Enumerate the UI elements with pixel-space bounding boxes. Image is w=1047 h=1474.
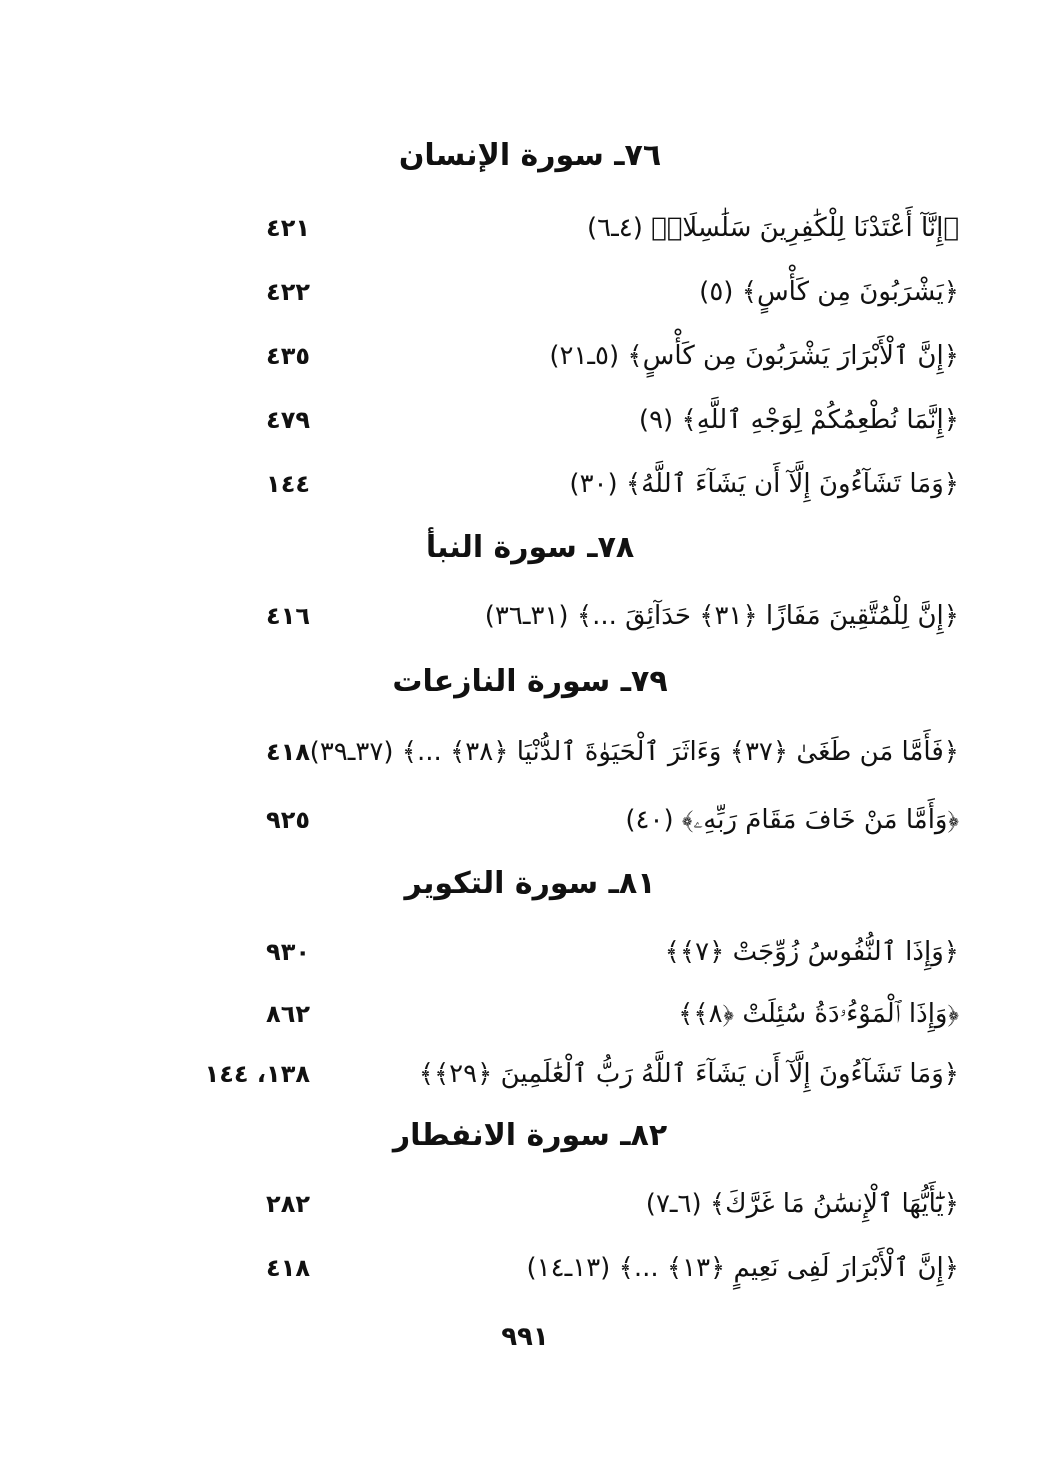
page-number: ٩٩١ [501, 1322, 549, 1352]
page-reference: ٤٢٢ [266, 278, 310, 306]
index-entry [0, 336, 1047, 376]
verse-text: ﴿إِنَّمَا نُطْعِمُكُمْ لِوَجْهِ ٱللَّهِ﴾ (٩) [638, 405, 959, 435]
page-reference: ٤١٨ [266, 1254, 310, 1282]
index-entry [0, 1054, 1047, 1094]
index-entry [0, 1184, 1047, 1224]
index-entry [0, 464, 1047, 504]
page-reference: ٤١٦ [266, 602, 310, 630]
index-entry [0, 800, 1047, 840]
verse-text: ﴿وَإِذَا ٱلنُّفُوسُ زُوِّجَتْ ﴿٧﴾﴾ [664, 937, 959, 967]
index-entry [0, 994, 1047, 1034]
page-reference: ٤١٨ [266, 738, 310, 766]
page-reference: ٩٢٥ [266, 806, 310, 834]
surah-heading: ٧٦ـ سورة الإنسان [398, 138, 662, 173]
page-reference: ٤٢١ [266, 214, 310, 242]
verse-text: ﴿يَٰٓأَيُّهَا ٱلْإِنسَٰنُ مَا غَرَّكَ﴾ (٦ـ٧) [645, 1189, 959, 1219]
page-reference: ٤٣٥ [266, 342, 310, 370]
index-entry [0, 1248, 1047, 1288]
verse-text: ﴿إِنَّ لِلْمُتَّقِينَ مَفَازًا ﴿٣١﴾ حَدَآئِقَ ...﴾ (٣١ـ٣٦) [484, 601, 959, 631]
index-entry [0, 272, 1047, 312]
verse-text: ﴿يَشْرَبُونَ مِن كَأْسٍ﴾ (٥) [699, 277, 959, 307]
verse-text: ﴿وَمَا تَشَآءُونَ إِلَّآ أَن يَشَآءَ ٱللَّهُ رَبُّ ٱلْعَٰلَمِينَ ﴿٢٩﴾﴾ [418, 1059, 959, 1089]
page-reference: ٨٦٢ [266, 1000, 310, 1028]
page-reference: ٢٨٢ [266, 1190, 310, 1218]
verse-text: ﴿إِنَّ ٱلْأَبْرَارَ لَفِى نَعِيمٍ ﴿١٣﴾ ...﴾ (١٣ـ١٤) [526, 1253, 959, 1283]
verse-text: ﴿إِنَّ ٱلْأَبْرَارَ يَشْرَبُونَ مِن كَأْسٍ﴾ (٥ـ٢١) [549, 341, 959, 371]
verse-text: ﴿وَإِذَا ٱلْمَوْءُۥدَةُ سُئِلَتْ ﴿٨﴾﴾ [678, 999, 959, 1029]
verse-text: ﴿وَمَا تَشَآءُونَ إِلَّآ أَن يَشَآءَ ٱللَّهُ﴾ (٣٠) [569, 469, 959, 499]
index-entry [0, 932, 1047, 972]
surah-heading: ٨١ـ سورة التكوير [404, 866, 656, 901]
page-reference: ١٤٤ [266, 470, 310, 498]
verse-text: ﴿وَأَمَّا مَنْ خَافَ مَقَامَ رَبِّهِۦ﴾ (٤٠) [625, 805, 959, 835]
verse-text: ﴿فَأَمَّا مَن طَغَىٰ ﴿٣٧﴾ وَءَاثَرَ ٱلْحَيَوٰةَ ٱلدُّنْيَا ﴿٣٨﴾ ...﴾ (٣٧ـ٣٩) [309, 737, 959, 767]
index-entry [0, 208, 1047, 248]
page-reference: ١٣٨، ١٤٤ [204, 1060, 310, 1088]
page-reference: ٤٧٩ [266, 406, 310, 434]
surah-heading: ٨٢ـ سورة الانفطار [392, 1118, 668, 1153]
surah-heading: ٧٨ـ سورة النبأ [425, 530, 635, 565]
index-entry [0, 400, 1047, 440]
surah-heading: ٧٩ـ سورة النازعات [392, 664, 668, 699]
index-entry [0, 596, 1047, 636]
page-reference: ٩٣٠ [266, 938, 310, 966]
verse-text: ﴿إِنَّآ أَعْتَدْنَا لِلْكَٰفِرِينَ سَلَٰسِلَا۟﴾ (٤ـ٦) [586, 213, 959, 243]
index-entry [0, 732, 1047, 772]
